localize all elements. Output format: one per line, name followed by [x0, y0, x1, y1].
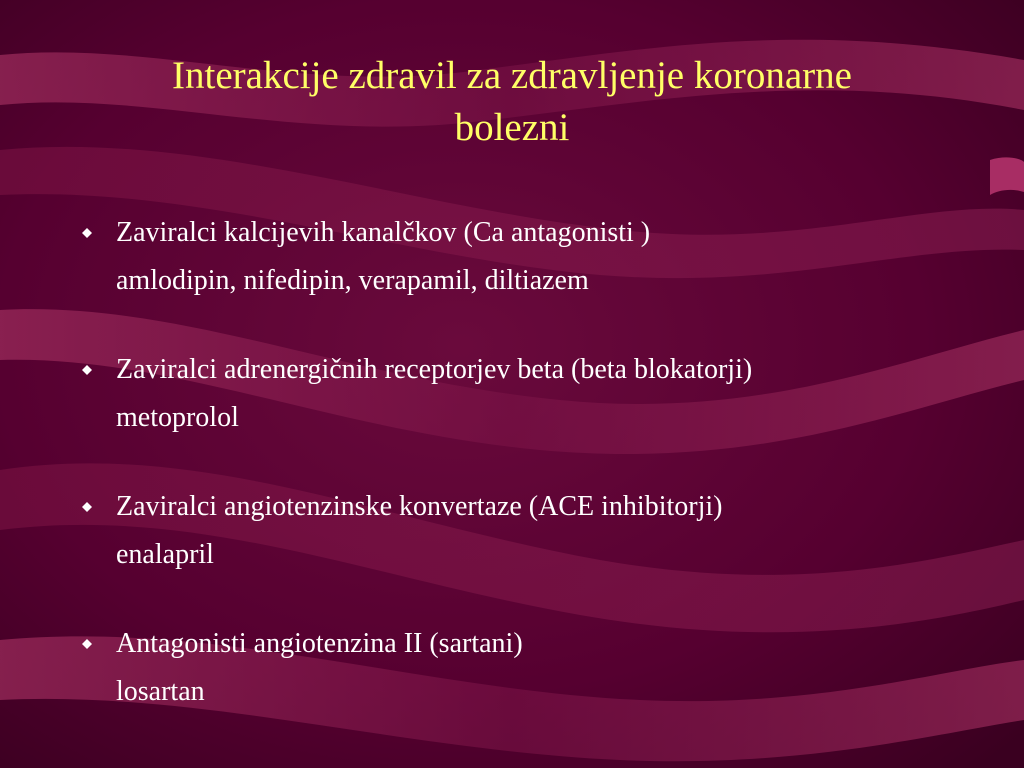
bullet-heading: Zaviralci adrenergičnih receptorjev beta (beta blokatorji): [116, 354, 753, 385]
title-line-1: Interakcije zdravil za zdravljenje koronarne: [172, 54, 852, 97]
bullet-drugs: enalapril: [116, 539, 214, 570]
diamond-bullet-icon: [82, 639, 92, 649]
bullet-heading: Zaviralci angiotenzinske konvertaze (ACE inhibitorji): [116, 491, 723, 522]
diamond-bullet-icon: [82, 365, 92, 375]
title-line-2: bolezni: [454, 106, 570, 149]
bullet-heading: Antagonisti angiotenzina II (sartani): [116, 628, 523, 659]
bullet-heading: Zaviralci kalcijevih kanalčkov (Ca antagonisti ): [116, 217, 651, 248]
bullet-drugs: amlodipin, nifedipin, verapamil, diltiazem: [116, 265, 589, 296]
diamond-bullet-icon: [82, 228, 92, 238]
slide-title: [40, 50, 984, 154]
diamond-bullet-icon: [82, 502, 92, 512]
bullet-drugs: losartan: [116, 676, 205, 707]
bullet-drugs: metoprolol: [116, 402, 239, 433]
